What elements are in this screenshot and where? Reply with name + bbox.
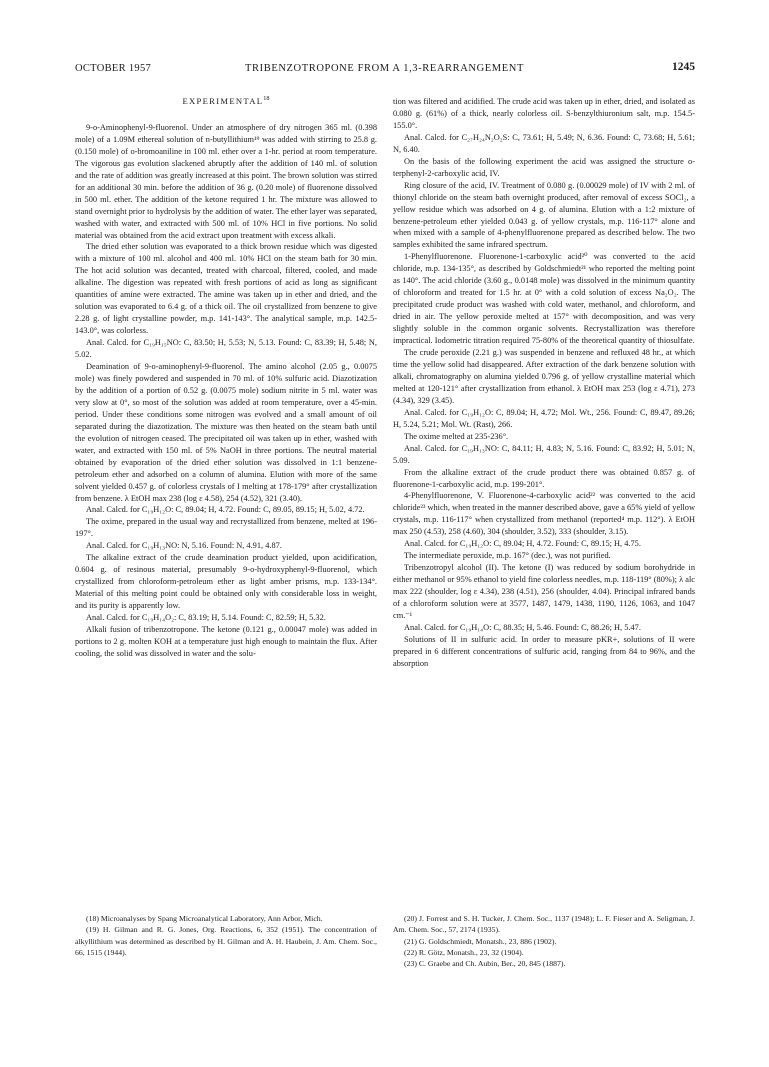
analysis-line: Anal. Calcd. for C₂₇H₂₄N₂O₂S: C, 73.61; H, 5.49; N, 6.36. Found: C, 73.68; H, 5.61; N, 6.40. bbox=[393, 132, 695, 154]
section-footnote-marker: 18 bbox=[263, 95, 270, 103]
footnote: (18) Microanalyses by Spang Microanalytical Laboratory, Ann Arbor, Mich. bbox=[86, 914, 323, 923]
right-column bbox=[393, 96, 695, 670]
paragraph: 9-o-Aminophenyl-9-fluorenol. Under an atmosphere of dry nitrogen 365 ml. (0.398 mole) of a 1.09M ethereal solution of n-butyllithium¹⁹ was added with stirring to 25.8 g. (0.150 mole) of o-bromoaniline in 100 ml. ether over a 1-hr. period at room temperature. The vigorous gas evolution slackened abruptly after the addition of 140 ml. of solution and the rate of addition was greatly increased at this point. The brown solution was stirred for an additional 30 min. before the addition of 36 g. (0.20 mole) of fluorenone dissolved in 500 ml. ether. The addition of the ketone required 1 hr. The mixture was allowed to stand overnight prior to hydrolysis by the addition of water. The ether layer was separated, washed with water, and extracted with 500 ml. of 10% HCl in five portions. No solid material was obtained from the acid extract upon treatment with excess alkali. bbox=[75, 122, 377, 240]
paragraph: Solutions of II in sulfuric acid. In order to measure pKR+, solutions of II were prepared in 6 different concentrations of sulfuric acid, ranging from 84 to 96%, and the absorption bbox=[393, 634, 695, 668]
analysis-line: Anal. Calcd. for C₁₉H₁₃NO: C, 84.11; H, 4.83; N, 5.16. Found: C, 83.92; H, 5.01; N, 5.09. bbox=[393, 443, 695, 465]
footnote: (19) H. Gilman and R. G. Jones, Org. Reactions, 6, 352 (1951). The concentration of alkyllithium was determined as described by H. Gilman and A. H. Haubein, J. Am. Chem. Soc., 66, 1515 (1944). bbox=[75, 925, 377, 957]
paragraph: tion was filtered and acidified. The crude acid was taken up in ether, dried, and isolated as 0.080 g. (61%) of a thick, nearly colorless oil. S-benzylthiuronium salt, m.p. 154.5-155.0°. bbox=[393, 97, 695, 130]
paragraph: The oxime melted at 235-236°. bbox=[404, 431, 509, 441]
paragraph: From the alkaline extract of the crude product there was obtained 0.857 g. of fluorenone-1-carboxylic acid, m.p. 199-201°. bbox=[393, 467, 695, 489]
paragraph: On the basis of the following experiment the acid was assigned the structure o-terphenyl-2-carboxylic acid, IV. bbox=[393, 156, 695, 178]
analysis-line: Anal. Calcd. for C₁₉H₁₄O: C, 88.35; H, 5.46. Found: C, 88.26; H, 5.47. bbox=[404, 622, 641, 632]
left-column bbox=[75, 96, 377, 660]
footnote: (21) G. Goldschmiedt, Monatsh., 23, 886 (1902). bbox=[404, 936, 557, 946]
paragraph: The crude peroxide (2.21 g.) was suspended in benzene and refluxed 48 hr., at which time the yellow solid had disappeared. After extraction of the dark benzene solution with alkali, chromatography on alumina yielded 0.796 g. of yellow crystalline material which melted at 120-121° after crystallization from ethanol. λ EtOH max 253 (log ε 4.71), 273 (4.34), 329 (3.45). bbox=[393, 348, 695, 405]
paragraph: The oxime, prepared in the usual way and recrystallized from benzene, melted at 196-197°. bbox=[75, 517, 377, 539]
paragraph: Alkali fusion of tribenzotropone. The ketone (0.121 g., 0.00047 mole) was added in portions to 2 g. molten KOH at a temperature just high enough to maintain the flux. After cooling, the solid was dissolved in water and the solu- bbox=[75, 624, 377, 658]
footnote: (22) R. Götz, Monatsh., 23, 32 (1904). bbox=[404, 947, 524, 957]
footnotes-left bbox=[75, 913, 377, 958]
paragraph: Deamination of 9-o-aminophenyl-9-fluorenol. The amino alcohol (2.05 g., 0.0075 mole) was finely powdered and suspended in 70 ml. of 10% sulfuric acid. Diazotization by the addition of a portion of 0.52 g. (0.0075 mole) sodium nitrite in 5 ml. water was very slow at 0°, so most of the solution was added at room temperature, over a 45-min. period. Under these conditions some nitrogen was evolved and a small amount of oil separated during the diazotization. The mixture was then heated on the steam bath until the evolution of nitrogen ceased. The precipitated oil was taken up in ether, washed with water, and extracted with 150 ml. of 5% NaOH in three portions. The neutral material obtained by evaporation of the dried ether solution was dissolved in 1:1 benzene-petroleum ether and adsorbed on a column of alumina. Elution with more of the same solvent yielded 0.457 g. of colorless crystals of I melting at 178-179° after crystallization from benzene. λ EtOH max 238 (log ε 4.58), 254 (4.52), 321 (3.40). bbox=[75, 362, 377, 503]
analysis-line: Anal. Calcd. for C₁₉H₁₄O₂: C, 83.19; H, 5.14. Found: C, 82.59; H, 5.32. bbox=[86, 613, 326, 623]
analysis-line: Anal. Calcd. for C₁₉H₁₂O: C, 89.04; H, 4.72. Found: C, 89.05, 89.15; H, 5.02, 4.72. bbox=[86, 505, 365, 515]
footnote: (23) C. Graebe and Ch. Aubin, Ber., 20, 845 (1887). bbox=[404, 959, 566, 969]
page-number: 1245 bbox=[672, 61, 695, 73]
paragraph: 1-Phenylfluorenone. Fluorenone-1-carboxylic acid²⁰ was converted to the acid chloride, m.p. 134-135°, as described by Goldschmiedt²¹ who reported the melting point as 140°. The acid chloride (3.60 g., 0.0148 mole) was dissolved in the minimum quantity of chloroform and treated for 1.5 hr. at 0° with a cold solution of excess Na₂O₂. The precipitated crude product was washed with cold water, methanol, and chloroform, and dried in air. The yellow peroxide melted at 157° with decomposition, and was very slightly soluble in the common organic solvents. Recrystallization was therefore impractical. Iodometric titration required 75-80% of the theoretical quantity of thiosulfate. bbox=[393, 252, 695, 346]
paragraph: The alkaline extract of the crude deamination product yielded, upon acidification, 0.604 g. of resinous material, presumably 9-o-hydroxyphenyl-9-fluorenol, which crystallized from chloroform-petroleum ether as light amber prisms, m.p. 133-134°. Material of this melting point could be obtained only with considerable loss in weight, and its purity is apparently low. bbox=[75, 553, 377, 611]
analysis-line: Anal. Calcd. for C₁₉H₁₂O: C, 89.04; H, 4.72; Mol. Wt., 256. Found: C, 89.47, 89.26; H, 5.24, 5.21; Mol. Wt. (Rast), 266. bbox=[393, 407, 695, 429]
paragraph: The intermediate peroxide, m.p. 167° (dec.), was not purified. bbox=[404, 551, 611, 561]
paragraph: Ring closure of the acid, IV. Treatment of 0.080 g. (0.00029 mole) of IV with 2 ml. of thionyl chloride on the steam bath overnight produced, after removal of excess SOCl₂, a yellow residue which was adsorbed on 4 g. of alumina. Elution with a 1:2 mixture of benzene-petroleum ether yielded 0.043 g. of yellow crystals, m.p. 116-117° alone and when mixed with a sample of 4-phenylfluorenone prepared as described below. The two samples exhibited the same infrared spectrum. bbox=[393, 180, 695, 250]
paragraph: The dried ether solution was evaporated to a thick brown residue which was digested with a mixture of 100 ml. alcohol and 400 ml. 10% HCl on the steam bath for 30 min. The hot acid solution was decanted, treated with charcoal, filtered, cooled, and made alkaline. The digestion was repeated with fresh portions of acid as long as significant quantities of amine were extracted. The amine was taken up in ether and dried, and the solution was evaporated to 6.4 g. of a thick oil. The oil crystallized from benzene to give 2.28 g. of light crystalline powder, m.p. 141-143°. The analytical sample, m.p. 142.5-143.0°, was colorless. bbox=[75, 242, 377, 336]
analysis-line: Anal. Calcd. for C₁₉H₁₂O: C, 89.04; H, 4.72. Found: C, 89.15; H, 4.75. bbox=[404, 539, 641, 549]
section-title: EXPERIMENTAL bbox=[182, 96, 264, 106]
paragraph: 4-Phenylfluorenone, V. Fluorenone-4-carboxylic acid²² was converted to the acid chloride²³ which, when treated in the manner described above, gave a 65% yield of yellow crystals, m.p. 116-117° when crystallized from methanol (reported⁴ m.p. 112°). λ EtOH max 250 (4.53), 258 (4.60), 304 (shoulder, 3.52), 333 (shoulder, 3.15). bbox=[393, 491, 695, 537]
paragraph: Tribenzotropyl alcohol (II). The ketone (I) was reduced by sodium borohydride in either methanol or 95% ethanol to yield fine colorless needles, m.p. 118-119° (80%); λ alc max 222 (shoulder, log ε 4.34), 238 (4.51), 256 (shoulder, 4.04). Principal infrared bands of a chloroform solution were at 3577, 1487, 1479, 1438, 1190, 1126, 1063, and 1047 cm.⁻¹ bbox=[393, 563, 695, 620]
analysis-line: Anal. Calcd. for C₁₉H₁₅NO: C, 83.50; H, 5.53; N, 5.13. Found: C, 83.39; H, 5.48; N, 5.02. bbox=[75, 338, 377, 360]
footnote: (20) J. Forrest and S. H. Tucker, J. Chem. Soc., 1137 (1948); L. F. Fieser and A. Seligman, J. Am. Chem. Soc., 57, 2174 (1935). bbox=[393, 914, 695, 935]
running-header-title: TRIBENZOTROPONE FROM A 1,3-REARRANGEMENT bbox=[245, 63, 524, 74]
section-heading bbox=[75, 96, 377, 108]
footnotes-right bbox=[393, 913, 695, 969]
running-header-date: OCTOBER 1957 bbox=[75, 63, 152, 74]
analysis-line: Anal. Calcd. for C₁₉H₁₃NO: N, 5.16. Found: N, 4.91, 4.87. bbox=[86, 541, 282, 551]
